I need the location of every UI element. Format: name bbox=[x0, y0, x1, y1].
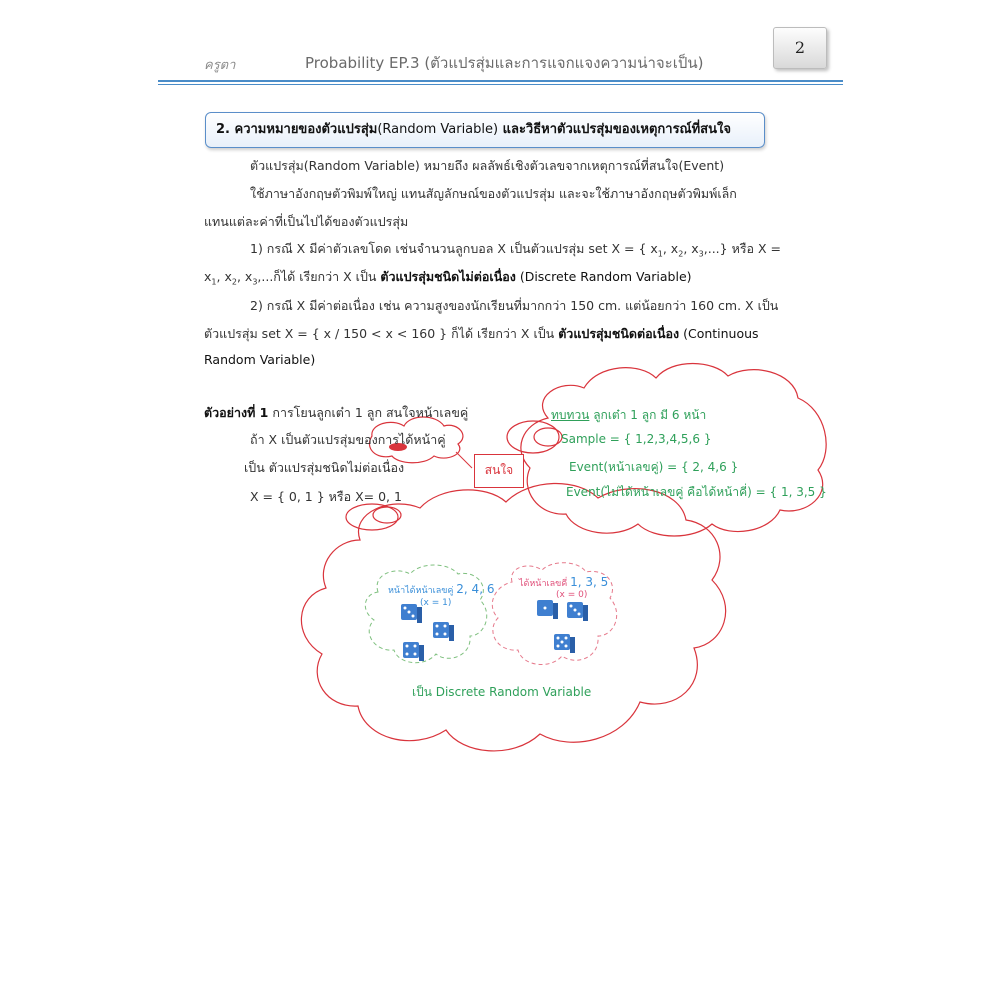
section-heading-en: (Random Variable) bbox=[377, 122, 499, 137]
die-icon bbox=[554, 634, 575, 653]
case-2-line-3: Random Variable) bbox=[204, 352, 316, 367]
author-name: ครูตา bbox=[204, 58, 236, 73]
case-2-line-1: 2) กรณี X มีค่าต่อเนื่อง เช่น ความสูงของนักเรียนที่มากกว่า 150 cm. แต่น้อยกว่า 160 cm. X เป็น bbox=[250, 298, 779, 313]
review-word: ทบทวน bbox=[551, 408, 590, 422]
sample-space: Sample = { 1,2,3,4,5,6 } bbox=[561, 432, 712, 446]
continuous-term-en: (Continuous bbox=[679, 326, 759, 341]
odd-label bbox=[519, 575, 608, 590]
even-event: Event(หน้าเลขคู่) = { 2, 4,6 } bbox=[569, 460, 739, 474]
die-icon bbox=[403, 642, 424, 661]
even-x-value: (x = 1) bbox=[420, 598, 452, 608]
odd-values: 1, 3, 5 bbox=[570, 575, 609, 589]
discrete-caption: เป็น Discrete Random Variable bbox=[412, 685, 592, 699]
case-1-text-c: , x bbox=[683, 241, 699, 256]
case-2-line2-text: ตัวแปรสุ่ม set X = { x / 150 < x < 160 } ก็ได้ เรียกว่า X เป็น bbox=[204, 326, 559, 341]
cloud-bottom-bubble-inner bbox=[373, 507, 401, 523]
case-1-line2-d: ,...ก็ได้ เรียกว่า X เป็น bbox=[257, 269, 381, 284]
case-1-line2-a: x bbox=[204, 269, 212, 284]
odd-label-text: ได้หน้าเลขคี่ bbox=[519, 579, 568, 589]
even-dashed-cloud bbox=[365, 565, 486, 663]
odd-x-value: (x = 0) bbox=[556, 590, 588, 600]
cloud-bottom-bubble bbox=[346, 504, 398, 530]
subscript: 3 bbox=[698, 249, 704, 259]
die-icon bbox=[401, 604, 422, 623]
even-label bbox=[388, 582, 494, 597]
subscript: 1 bbox=[657, 249, 663, 259]
pointer-line bbox=[456, 452, 472, 468]
section-heading-number-title: 2. ความหมายของตัวแปรสุ่ม bbox=[216, 122, 378, 137]
even-values: 2, 4, 6 bbox=[456, 582, 495, 596]
cloud-right-line-1 bbox=[551, 406, 706, 425]
example-label: ตัวอย่างที่ 1 bbox=[204, 405, 269, 420]
die-icon bbox=[433, 622, 454, 641]
subscript: 2 bbox=[678, 249, 684, 259]
subscript: 1 bbox=[211, 277, 217, 287]
cloud-right-bubble-inner bbox=[534, 428, 562, 446]
document-title: Probability EP.3 (ตัวแปรสุ่มและการแจกแจงความน่าจะเป็น) bbox=[305, 54, 704, 72]
case-1-text-b: , x bbox=[662, 241, 679, 256]
discrete-term-en: (Discrete Random Variable) bbox=[515, 269, 692, 284]
subscript: 3 bbox=[252, 277, 258, 287]
example-line-4: X = { 0, 1 } หรือ X= 0, 1 bbox=[250, 489, 402, 504]
die-icon bbox=[567, 602, 588, 621]
example-line-1-text: การโยนลูกเต๋า 1 ลูก สนใจหน้าเลขคู่ bbox=[272, 405, 469, 420]
even-label-text: หน้าได้หน้าเลขคู่ bbox=[388, 586, 454, 596]
example-line-2: ถ้า X เป็นตัวแปรสุ่มของการได้หน้าคู่ bbox=[250, 432, 446, 447]
case-1-line2-b: , x bbox=[216, 269, 232, 284]
subscript: 2 bbox=[231, 277, 237, 287]
case-1-text-d: ,...} หรือ X = bbox=[703, 241, 782, 256]
cloud-right-bubble bbox=[507, 421, 559, 453]
notation-line-1: ใช้ภาษาอังกฤษตัวพิมพ์ใหญ่ แทนสัญลักษณ์ของตัวแปรสุ่ม และจะใช้ภาษาอังกฤษตัวพิมพ์เล็ก bbox=[250, 186, 737, 201]
review-rest: ลูกเต๋า 1 ลูก มี 6 หน้า bbox=[589, 408, 707, 422]
odd-event: Event(ไม่ได้หน้าเลขคู่ คือได้หน้าคี่) = { 1, 3,5 } bbox=[566, 485, 827, 499]
section-heading-rest: และวิธีหาตัวแปรสุ่มของเหตุการณ์ที่สนใจ bbox=[498, 122, 731, 137]
die-icon bbox=[537, 600, 558, 619]
continuous-term: ตัวแปรสุ่มชนิดต่อเนื่อง bbox=[558, 326, 680, 341]
cloud-bottom bbox=[301, 483, 725, 750]
notation-line-2: แทนแต่ละค่าที่เป็นไปได้ของตัวแปรสุ่ม bbox=[204, 214, 409, 229]
cloud-right bbox=[521, 364, 826, 537]
example-line-3: เป็น ตัวแปรสุ่มชนิดไม่ต่อเนื่อง bbox=[244, 460, 405, 475]
discrete-term: ตัวแปรสุ่มชนิดไม่ต่อเนื่อง bbox=[380, 269, 516, 284]
definition-line: ตัวแปรสุ่ม(Random Variable) หมายถึง ผลลัพธ์เชิงตัวเลขจากเหตุการณ์ที่สนใจ(Event) bbox=[250, 158, 725, 173]
example-line-1 bbox=[204, 403, 468, 423]
page-number-badge: 2 bbox=[773, 27, 827, 69]
case-1-line2-c: , x bbox=[236, 269, 253, 284]
interest-box: สนใจ bbox=[474, 454, 524, 488]
case-1-text-a: 1) กรณี X มีค่าตัวเลขโดด เช่นจำนวนลูกบอล X เป็นตัวแปรสุ่ม set X = { x bbox=[250, 241, 658, 256]
